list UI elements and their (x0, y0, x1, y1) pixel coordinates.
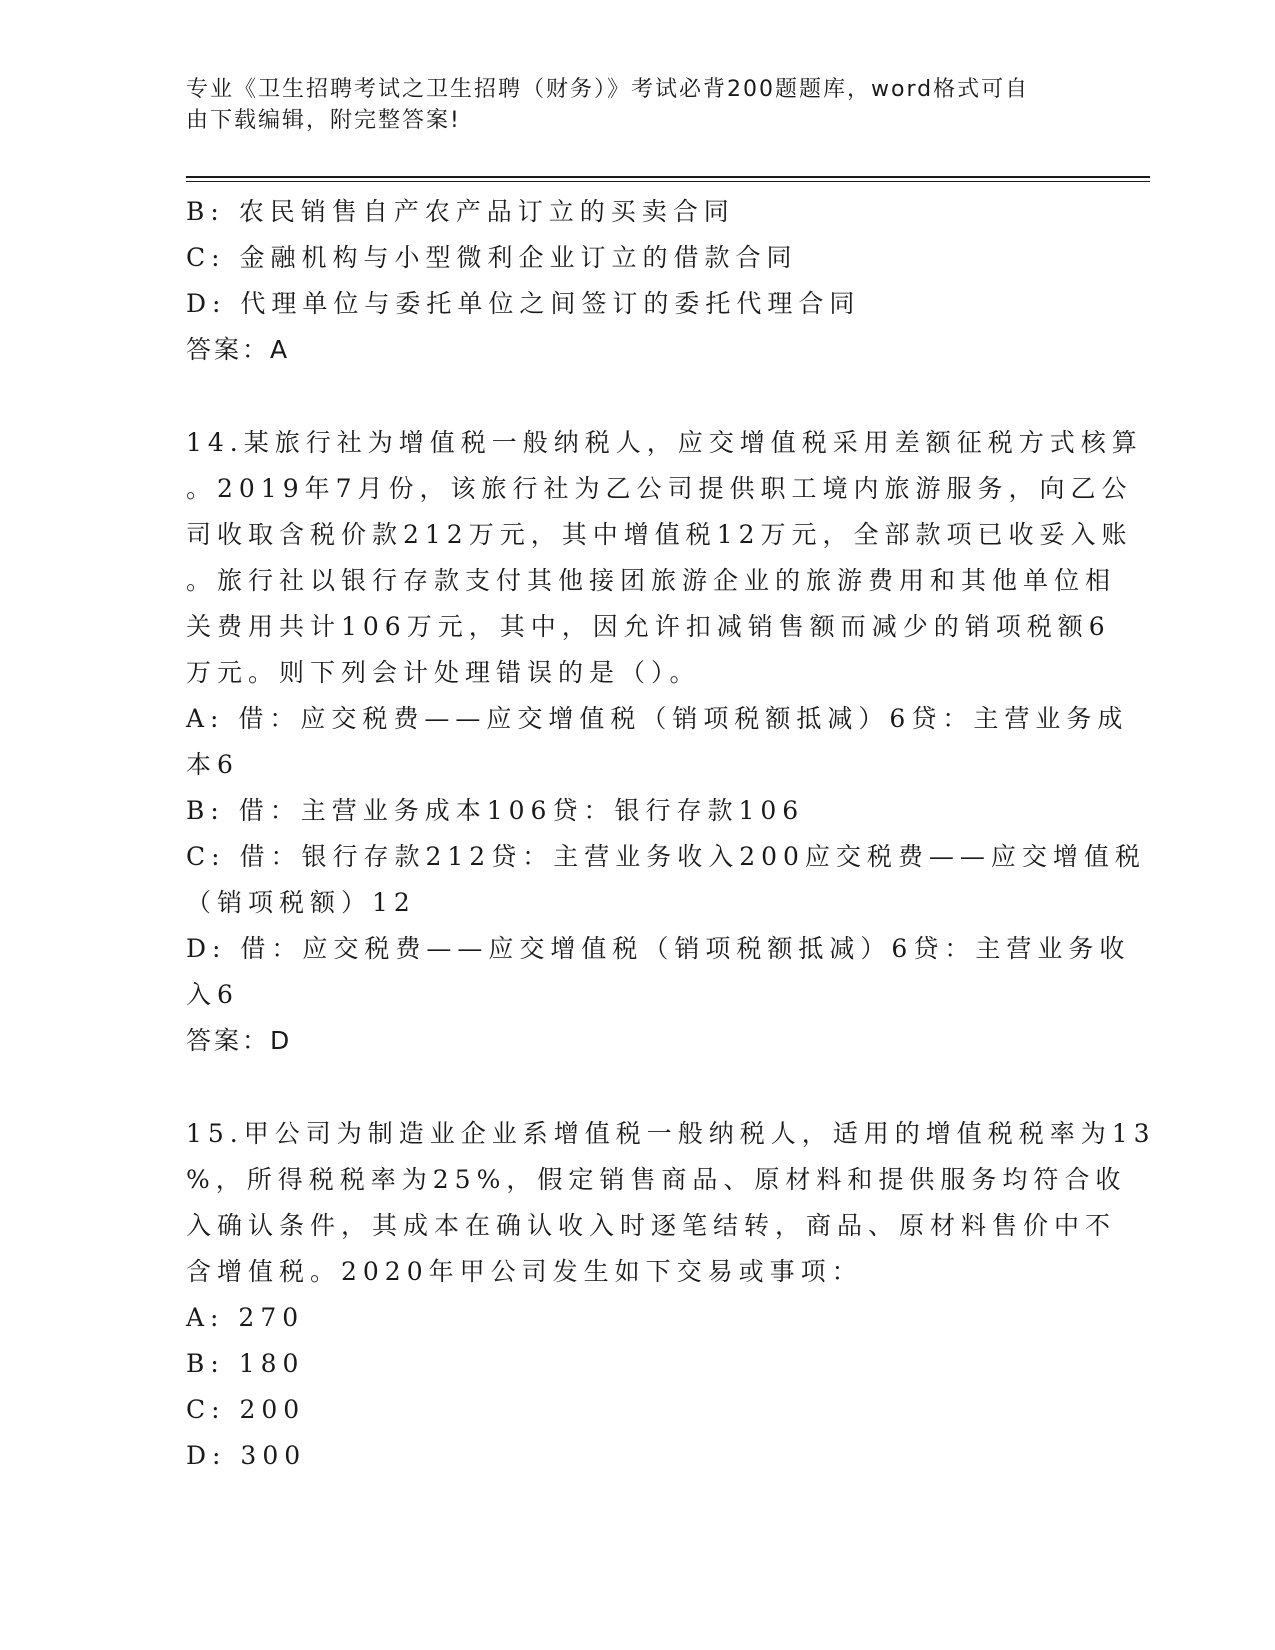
question-14 (186, 420, 1146, 1064)
q14-answer: 答案：D (186, 1026, 293, 1055)
q14-option-c-cont: （销项税额）12 (186, 888, 416, 917)
q14-stem-line: 14.某旅行社为增值税一般纳税人，应交增值税采用差额征税方式核算 (186, 428, 1143, 457)
question-spacer (186, 1064, 1091, 1111)
q14-option-b: B: 借：主营业务成本106贷：银行存款106 (186, 796, 805, 825)
q14-option-a-cont: 本6 (186, 750, 239, 779)
question-15 (186, 1111, 1156, 1479)
header-divider-thick (186, 176, 1150, 178)
q13-option-b: B: 农民销售自产农产品订立的买卖合同 (186, 197, 735, 226)
q14-option-c: C: 借：银行存款212贷：主营业务收入200应交税费——应交增值税 (186, 842, 1146, 871)
q15-stem-line: %，所得税税率为25%，假定销售商品、原材料和提供服务均符合收 (186, 1165, 1127, 1194)
header-divider-thin (186, 181, 1150, 182)
q14-stem-line: 司收取含税价款212万元，其中增值税12万元，全部款项已收妥入账 (186, 520, 1133, 549)
q13-answer: 答案：A (186, 335, 291, 364)
q15-stem-line: 含增值税。2020年甲公司发生如下交易或事项： (186, 1257, 863, 1286)
q14-option-a: A: 借：应交税费——应交增值税（销项税额抵减）6贷：主营业务成 (186, 704, 1129, 733)
q14-stem-line: 万元。则下列会计处理错误的是（）。 (186, 658, 701, 687)
q15-option-a: A: 270 (186, 1303, 305, 1332)
q14-option-d: D: 借：应交税费——应交增值税（销项税额抵减）6贷：主营业务收 (186, 934, 1131, 963)
q15-option-b: B: 180 (186, 1349, 305, 1378)
document-header (186, 74, 1066, 136)
q15-option-d: D: 300 (186, 1441, 307, 1470)
q13-option-c: C: 金融机构与小型微利企业订立的借款合同 (186, 243, 798, 272)
question-13 (186, 189, 1091, 373)
question-spacer (186, 373, 1091, 420)
q14-stem-line: 关费用共计106万元，其中，因允许扣减销售额而减少的销项税额6 (186, 612, 1111, 641)
header-line-2: 由下载编辑，附完整答案! (186, 108, 461, 133)
q14-stem-line: 。旅行社以银行存款支付其他接团旅游企业的旅游费用和其他单位相 (186, 566, 1117, 595)
header-line-1: 专业《卫生招聘考试之卫生招聘（财务）》考试必背200题题库，word格式可自 (186, 77, 1030, 102)
q15-stem-line: 入确认条件，其成本在确认收入时逐笔结转，商品、原材料售价中不 (186, 1211, 1117, 1240)
q15-option-c: C: 200 (186, 1395, 306, 1424)
q14-stem-line: 。2019年7月份，该旅行社为乙公司提供职工境内旅游服务，向乙公 (186, 474, 1133, 503)
q13-option-d: D: 代理单位与委托单位之间签订的委托代理合同 (186, 289, 861, 318)
q15-stem-line: 15.甲公司为制造业企业系增值税一般纳税人，适用的增值税税率为13 (186, 1119, 1156, 1148)
q14-option-d-cont: 入6 (186, 980, 239, 1009)
document-body (186, 189, 1156, 1479)
